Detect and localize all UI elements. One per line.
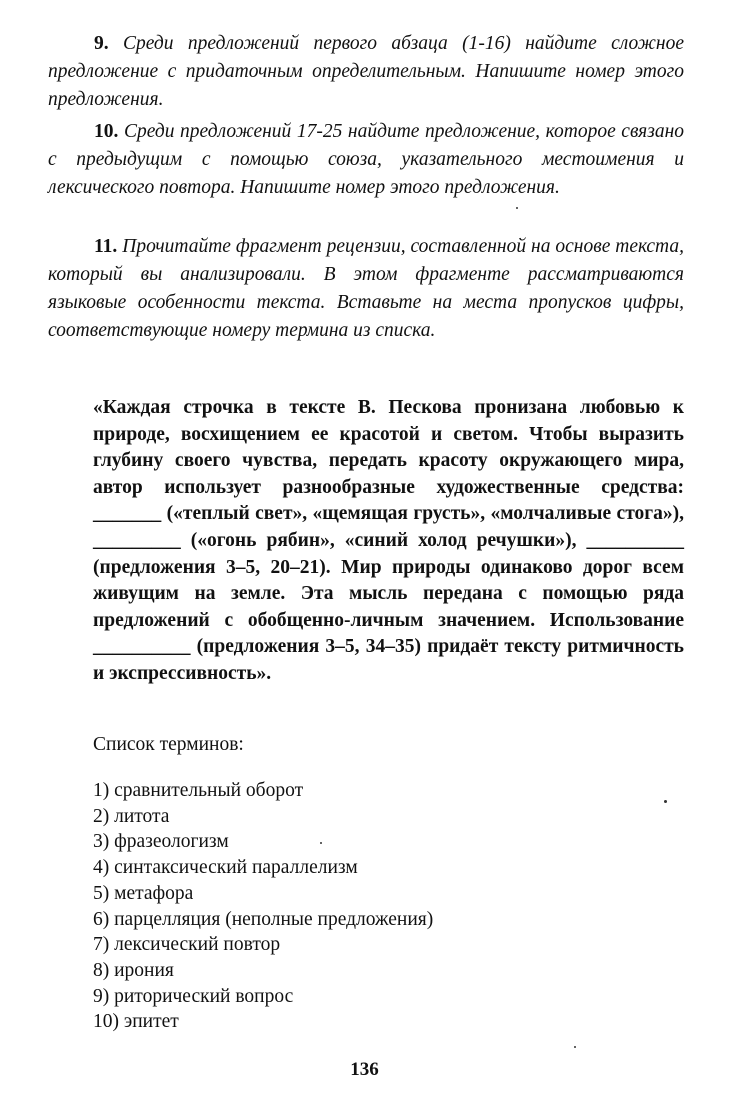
term-item: 4) синтаксический параллелизм: [93, 857, 358, 879]
term-item: 5) метафора: [93, 882, 194, 904]
term-item: 1) сравнительный оборот: [93, 780, 304, 801]
terms-list-title: Список терминов:: [93, 734, 244, 755]
task-10: [48, 118, 684, 202]
task-number: 10.: [94, 121, 119, 142]
scan-speck: [516, 207, 518, 209]
term-item: 8) ирония: [93, 959, 174, 981]
term-item: 6) парцелляция (неполные предложения): [93, 908, 434, 930]
task-text: Прочитайте фрагмент рецензии, составленной на основе текста, который вы анализировали. В этом фрагменте рассматриваются языковые особенности текста. Вставьте на места пропусков цифры, соответствующие номеру термина из списка.: [48, 236, 684, 341]
review-fragment: «Каждая строчка в тексте В. Пескова пронизана любовью к природе, восхищением ее красотой и светом. Чтобы выразить глубину своего чувства, передать красоту окружающего мира, автор использует разнообразные художественные средства: _______ («теплый свет», «щемящая грусть», «молчаливые стога»), _________ («огонь рябин», «синий холод речушки»), __________ (предложения 3–5, 20–21). Мир природы одинаково дорог всем живущим на земле. Эта мысль передана с помощью ряда предложений с обобщенно-личным значением. Использование __________ (предложения 3–5, 34–35) придаёт тексту ритмичность и экспрессивность».: [93, 397, 684, 684]
term-item: 7) лексический повтор: [93, 934, 281, 956]
term-item: 9) риторический вопрос: [93, 985, 294, 1007]
task-11: [48, 233, 684, 345]
terms-list: [93, 778, 433, 1035]
task-9: [48, 30, 684, 114]
task-number: 9.: [94, 33, 109, 54]
scan-speck: [574, 1046, 576, 1048]
task-text: Среди предложений 17-25 найдите предложение, которое связано с предыдущим с помощью союза, указательного местоимения и лексического повтора. Напишите номер этого предложения.: [48, 121, 685, 198]
term-item: 10) эпитет: [93, 1011, 179, 1033]
term-item: 2) литота: [93, 805, 170, 827]
task-text: Среди предложений первого абзаца (1-16) найдите сложное предложение с придаточным определительным. Напишите номер этого предложения.: [48, 33, 684, 110]
scan-speck: [664, 800, 667, 803]
term-item: 3) фразеологизм: [93, 831, 229, 853]
page-number: 136: [350, 1059, 379, 1080]
task-number: 11.: [94, 236, 118, 257]
scan-speck: [320, 842, 322, 844]
